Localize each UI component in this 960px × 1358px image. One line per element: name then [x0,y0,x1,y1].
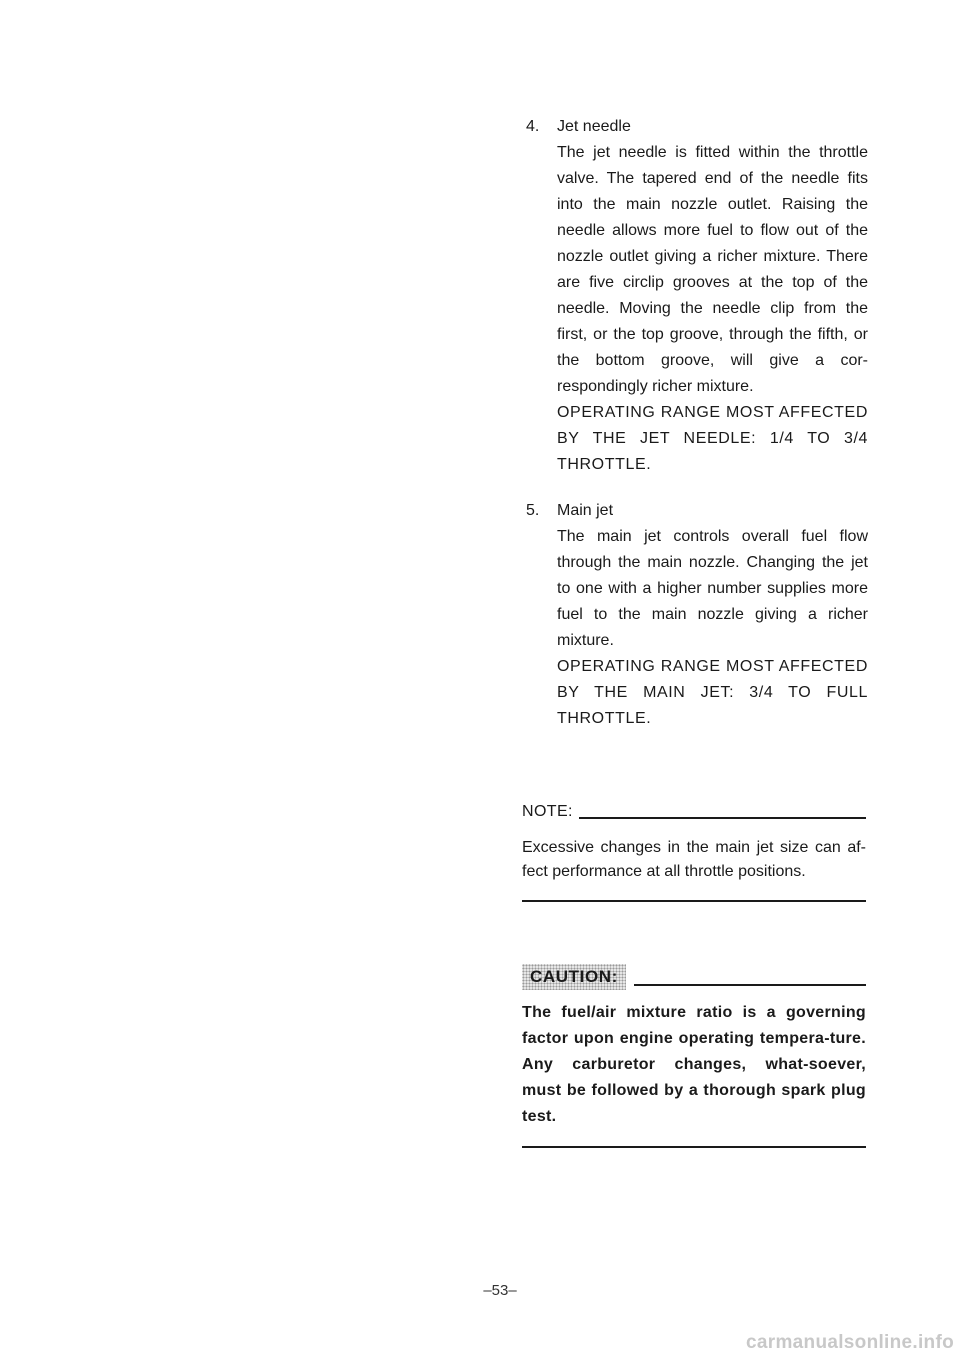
note-text: Excessive changes in the main jet size can af-fect performance at all throttle positions. [522,839,866,880]
item-title: Jet needle [557,118,631,135]
caution-box [522,964,866,1148]
note-label: NOTE: [522,803,573,820]
note-rule-bottom [522,900,866,902]
list-item-main-jet [522,498,868,732]
item-body: The jet needle is fitted within the throttle valve. The tapered end of the needle fits into the main nozzle outlet. Raising the needle allows more fuel to flow out of the nozzle outlet giving a richer mixture. There are five circlip grooves at the top of the needle. Moving the needle clip from the first, or the top groove, through the fifth, or the bottom groove, will give a cor-respondingly richer mixture. [557,144,868,395]
item-number: 4. [526,118,540,135]
watermark: carmanualsonline.info [746,1332,954,1353]
note-rule-top [579,817,866,819]
caution-header [522,964,866,990]
caution-label: CAUTION: [522,964,626,990]
operating-range: OPERATING RANGE MOST AFFECTED BY THE JET NEEDLE: 1/4 TO 3/4 THROTTLE. [557,404,868,473]
caution-text: The fuel/air mixture ratio is a governing factor upon engine operating tempera-ture. Any carburetor changes, what-soever, must be followed by a thorough spark plug test. [522,1004,866,1125]
item-title: Main jet [557,502,614,519]
operating-range: OPERATING RANGE MOST AFFECTED BY THE MAIN JET: 3/4 TO FULL THROTTLE. [557,658,868,727]
page-number: –53– [483,1282,517,1299]
caution-rule-bottom [522,1146,866,1148]
caution-rule-top [634,984,866,986]
content-column [522,114,868,732]
list-item-jet-needle [522,114,868,478]
note-header [522,800,866,824]
item-body: The main jet controls overall fuel flow through the main nozzle. Changing the jet to one with a higher number supplies more fuel to the main nozzle giving a richer mixture. [557,528,868,649]
note-box [522,800,866,902]
item-number: 5. [526,502,540,519]
